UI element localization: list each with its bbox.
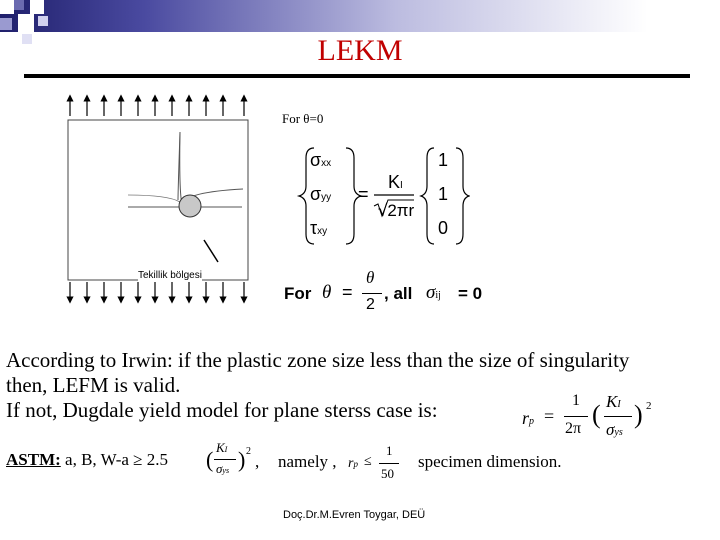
decorative-square [0,0,14,14]
decorative-square [0,18,12,30]
astm-frac-bar [379,463,399,464]
astm-text: a, B, W-a ≥ 2.5 [60,450,169,469]
paragraph-line: According to Irwin: if the plastic zone size less than the size of singularity [6,348,630,372]
eq2-rhs: = 0 [458,284,483,303]
eq1-lhs-sigma-xx: σxx [310,150,332,170]
eq2-prefix: For [284,284,312,303]
plastic-zone-circle [179,195,201,217]
dugdale-frac-bar [564,416,588,417]
astm-namely: namely , [278,452,337,471]
eq2-equals: = [342,282,353,302]
astm-paren: ( [206,447,214,472]
dugdale-k: KI [606,392,621,411]
eq2-theta: θ [322,282,332,303]
stress-curve [180,132,243,204]
paragraph-line: then, LEFM is valid. [6,373,181,397]
dugdale-frac-den: 2π [565,420,582,437]
astm-inner-bar [214,459,236,460]
astm-k: KI [216,440,228,455]
eq1-lhs-tau-xy: τxy [310,218,328,238]
astm-paren-close: ) [238,447,246,472]
eq2-frac-num: θ [366,268,375,287]
paragraph-line: If not, Dugdale yield model for plane sterss case is: [6,398,438,422]
eq1-rhs-1: 1 [438,150,449,170]
footer-author: Doç.Dr.M.Evren Toygar, DEÜ [283,509,426,521]
dugdale-frac-num: 1 [572,392,580,409]
decorative-square [30,0,44,14]
astm-frac-den: 50 [381,466,394,481]
bottom-load-arrows [70,282,244,300]
zone-pointer [204,240,218,262]
decorative-square [14,0,24,10]
eq2-sigma: σij [426,282,441,303]
dugdale-inner-bar [604,416,632,417]
title-underline [24,74,690,78]
astm-comma: , [255,452,260,471]
dugdale-exponent: 2 [646,400,652,412]
eq1-denominator: √2πr [378,201,415,220]
eq2-frac-bar [362,293,382,294]
slide-title: LEKM [317,34,403,67]
astm-leq: ≤ [364,454,372,469]
top-load-arrows [70,98,244,116]
eq2-frac-den: 2 [366,296,375,313]
header-gradient-bar [0,0,720,32]
astm-label: ASTM: [6,450,61,469]
eq1-numerator: KI [388,172,403,192]
astm-rp: rp [348,456,358,471]
astm-tail: specimen dimension. [418,452,562,471]
astm-requirement [6,450,168,470]
dugdale-paren: ( [592,400,601,429]
eq1-rhs-2: 1 [438,184,449,204]
astm-frac-num: 1 [386,443,393,458]
eq1-rhs-3: 0 [438,218,449,238]
zone-label: Tekillik bölgesi [138,270,202,281]
decorative-square [18,14,34,32]
dugdale-sigma: σys [606,420,623,439]
dugdale-lhs: rp [522,408,535,428]
astm-sigma: σys [216,461,230,476]
decorative-square [38,16,48,26]
irwin-paragraph [6,348,629,423]
condition-label: For θ=0 [282,111,324,126]
dugdale-equals: = [544,406,555,426]
astm-exponent: 2 [246,446,251,457]
eq2-suffix: , all [384,284,413,303]
eq1-lhs-sigma-yy: σyy [310,184,332,204]
dugdale-paren-close: ) [634,400,643,429]
eq1-equals: = [358,184,369,204]
